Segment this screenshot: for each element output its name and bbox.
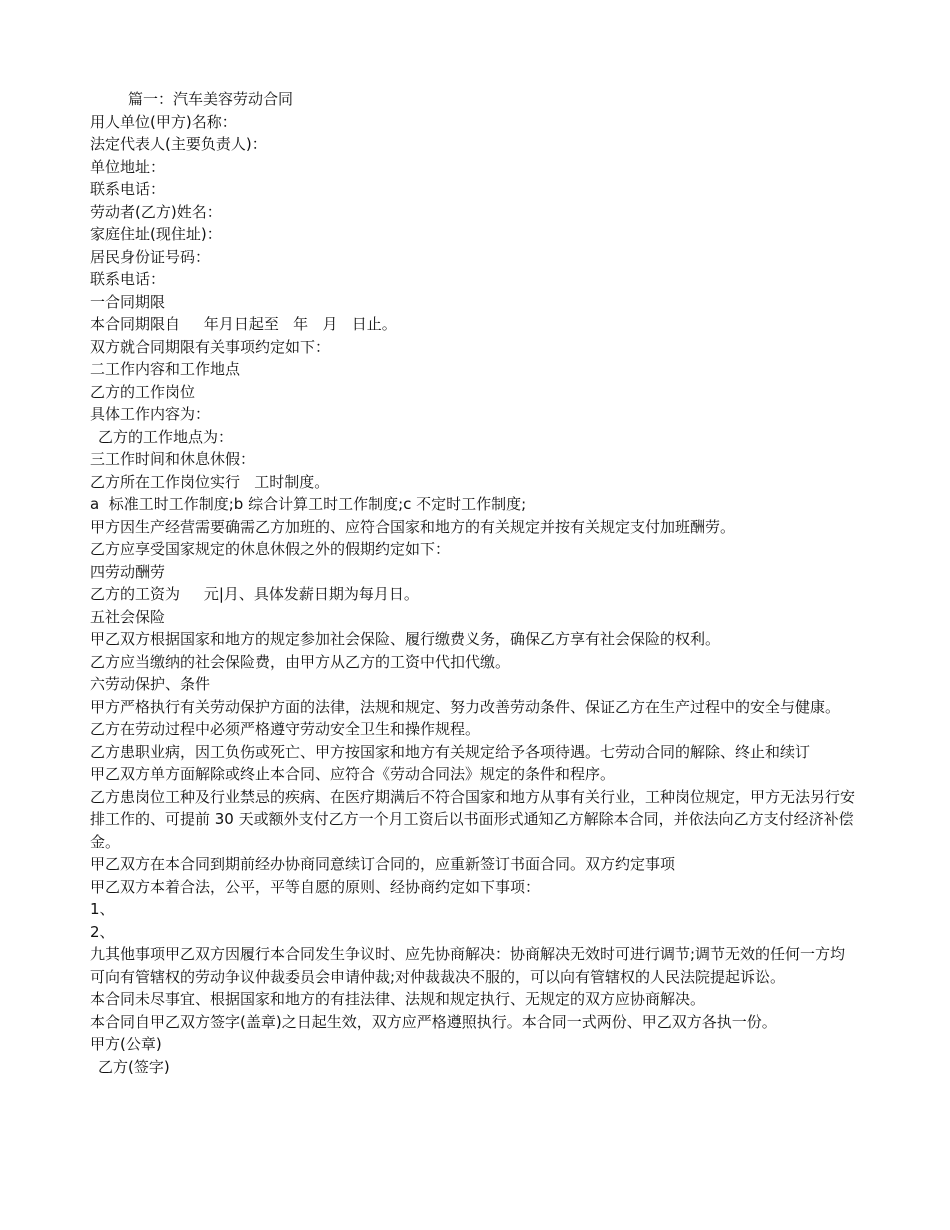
employer-address-line: 单位地址：	[90, 157, 166, 176]
party-b-signature-line: 乙方(签字)	[98, 1057, 170, 1076]
paragraph: 甲乙双方根据国家和地方的规定参加社会保险、履行缴费义务，确保乙方享有社会保险的权利。	[90, 630, 721, 648]
document-body	[90, 88, 860, 1078]
paragraph: 乙方的工作地点为：	[98, 427, 234, 446]
section-heading: 一合同期限	[90, 292, 166, 311]
paragraph: 甲乙双方在本合同到期前经办协商同意续订合同的，应重新签订书面合同。双方约定事项	[90, 855, 676, 873]
section-heading: 四劳动酬劳	[90, 562, 166, 581]
employer-name-line: 用人单位(甲方)名称：	[90, 112, 237, 131]
paragraph: 乙方所在工作岗位实行 工时制度。	[90, 472, 330, 491]
paragraph: 甲乙双方本着合法，公平，平等自愿的原则、经协商约定如下事项：	[90, 877, 541, 896]
paragraph: 本合同期限自 年月日起至 年 月 日止。	[90, 315, 397, 333]
document-title: 篇一：汽车美容劳动合同	[128, 90, 294, 108]
paragraph: 具体工作内容为：	[90, 405, 211, 423]
list-item: 2、	[90, 922, 115, 941]
paragraph: 乙方应享受国家规定的休息休假之外的假期约定如下：	[90, 540, 451, 558]
employer-phone-line: 联系电话：	[90, 180, 166, 198]
employee-phone-line: 联系电话：	[90, 270, 166, 288]
id-number-line: 居民身份证号码：	[90, 247, 211, 266]
paragraph: 乙方的工资为 元|月、具体发薪日期为每月日。	[90, 585, 419, 603]
party-a-signature-line: 甲方(公章)	[90, 1035, 162, 1053]
paragraph: 乙方的工作岗位	[90, 382, 196, 401]
paragraph: 本合同未尽事宜、根据国家和地方的有挂法律、法规和规定执行、无规定的双方应协商解决。	[90, 990, 706, 1008]
section-heading: 六劳动保护、条件	[90, 675, 211, 693]
employee-name-line: 劳动者(乙方)姓名：	[90, 202, 222, 221]
paragraph: 甲方严格执行有关劳动保护方面的法律，法规和规定、努力改善劳动条件、保证乙方在生产过程中的安全与健康。	[90, 697, 841, 716]
paragraph: 双方就合同期限有关事项约定如下：	[90, 337, 331, 356]
paragraph: 甲乙双方单方面解除或终止本合同、应符合《劳动合同法》规定的条件和程序。	[90, 765, 616, 783]
section-heading: 二工作内容和工作地点	[90, 360, 241, 378]
paragraph: 甲方因生产经营需要确需乙方加班的、应符合国家和地方的有关规定并按有关规定支付加班酬劳。	[90, 517, 736, 536]
paragraph: 乙方患岗位工种及行业禁忌的疾病、在医疗期满后不符合国家和地方从事有关行业，工种岗位规定，甲方无法另行安排工作的、可提前 30 天或额外支付乙方一个月工资后以书面形式通知乙方解除本合同，并依法向乙方支付经济补偿金。	[90, 787, 856, 851]
legal-representative-line: 法定代表人(主要负责人)：	[90, 135, 267, 153]
paragraph: a 标准工时工作制度;b 综合计算工时工作制度;c 不定时工作制度;	[90, 495, 527, 513]
employee-address-line: 家庭住址(现住址)：	[90, 225, 222, 243]
section-heading: 三工作时间和休息休假：	[90, 450, 256, 468]
section-heading: 五社会保险	[90, 607, 166, 626]
paragraph: 九其他事项甲乙双方因履行本合同发生争议时、应先协商解决：协商解决无效时可进行调节;调节无效的任何一方均可向有管辖权的劳动争议仲裁委员会申请仲裁;对仲裁裁决不服的，可以向有管辖权的人民法院提起诉讼。	[90, 945, 846, 986]
list-item: 1、	[90, 900, 115, 918]
paragraph: 乙方患职业病，因工负伤或死亡、甲方按国家和地方有关规定给予各项待遇。七劳动合同的解除、终止和续订	[90, 742, 811, 761]
paragraph: 乙方应当缴纳的社会保险费，由甲方从乙方的工资中代扣代缴。	[90, 652, 511, 671]
paragraph: 本合同自甲乙双方签字(盖章)之日起生效，双方应严格遵照执行。本合同一式两份、甲乙双方各执一份。	[90, 1012, 777, 1031]
paragraph: 乙方在劳动过程中必须严格遵守劳动安全卫生和操作规程。	[90, 720, 481, 738]
